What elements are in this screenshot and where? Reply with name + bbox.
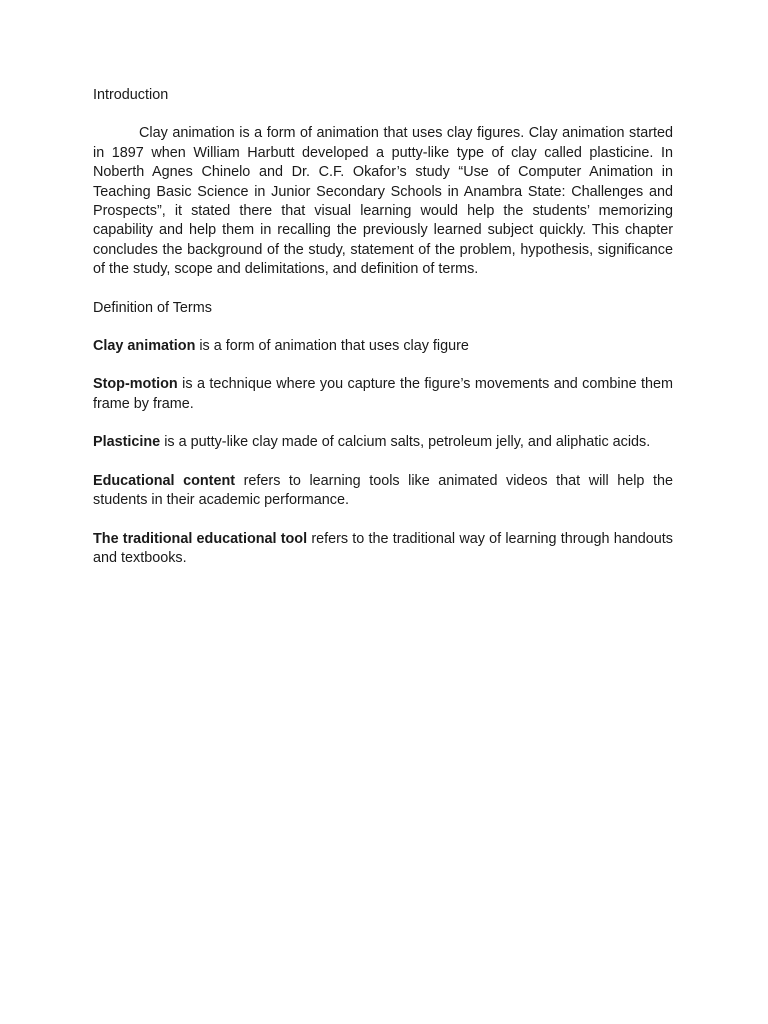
introduction-paragraph: Clay animation is a form of animation that uses clay figures. Clay animation started in 1897 when William Harbutt developed a putty-like type of clay called plasticine. In Noberth Agnes Chinelo and Dr. C.F. Okafor’s study “Use of Computer Animation in Teaching Basic Science in Junior Secondary Schools in Anambra State: Challenges and Prospects”, it stated there that visual learning would help the students’ memorizing capability and help them in recalling the previously learned subject quickly. This chapter concludes the background of the study, statement of the problem, hypothesis, significance of the study, scope and delimitations, and definition of terms. (93, 125, 673, 278)
definition-term: Plasticine (93, 434, 161, 451)
definitions-heading: Definition of Terms (93, 299, 212, 316)
definition-text: is a technique where you capture the figure’s movements and combine them frame by frame. (93, 376, 673, 412)
definition-item-stop-motion (93, 375, 673, 414)
definition-item-traditional-educational-tool (93, 530, 673, 569)
definition-term: Stop-motion (93, 376, 178, 393)
definition-text: refers to the traditional way of learning through handouts and textbooks. (93, 530, 673, 566)
definition-item-plasticine (93, 433, 673, 452)
definition-text: refers to learning tools like animated videos that will help the students in their academic performance. (93, 472, 673, 509)
introduction-heading: Introduction (93, 87, 169, 103)
definition-item-clay-animation (93, 337, 673, 356)
definition-term: Educational content (93, 472, 236, 489)
definition-text: is a putty-like clay made of calcium salts, petroleum jelly, and aliphatic acids. (160, 434, 651, 451)
definition-term: Clay animation (93, 338, 196, 355)
definition-text: is a form of animation that uses clay figure (195, 338, 469, 355)
definition-term: The traditional educational tool (93, 530, 308, 547)
definition-item-educational-content (93, 472, 673, 511)
document-body (93, 86, 673, 587)
